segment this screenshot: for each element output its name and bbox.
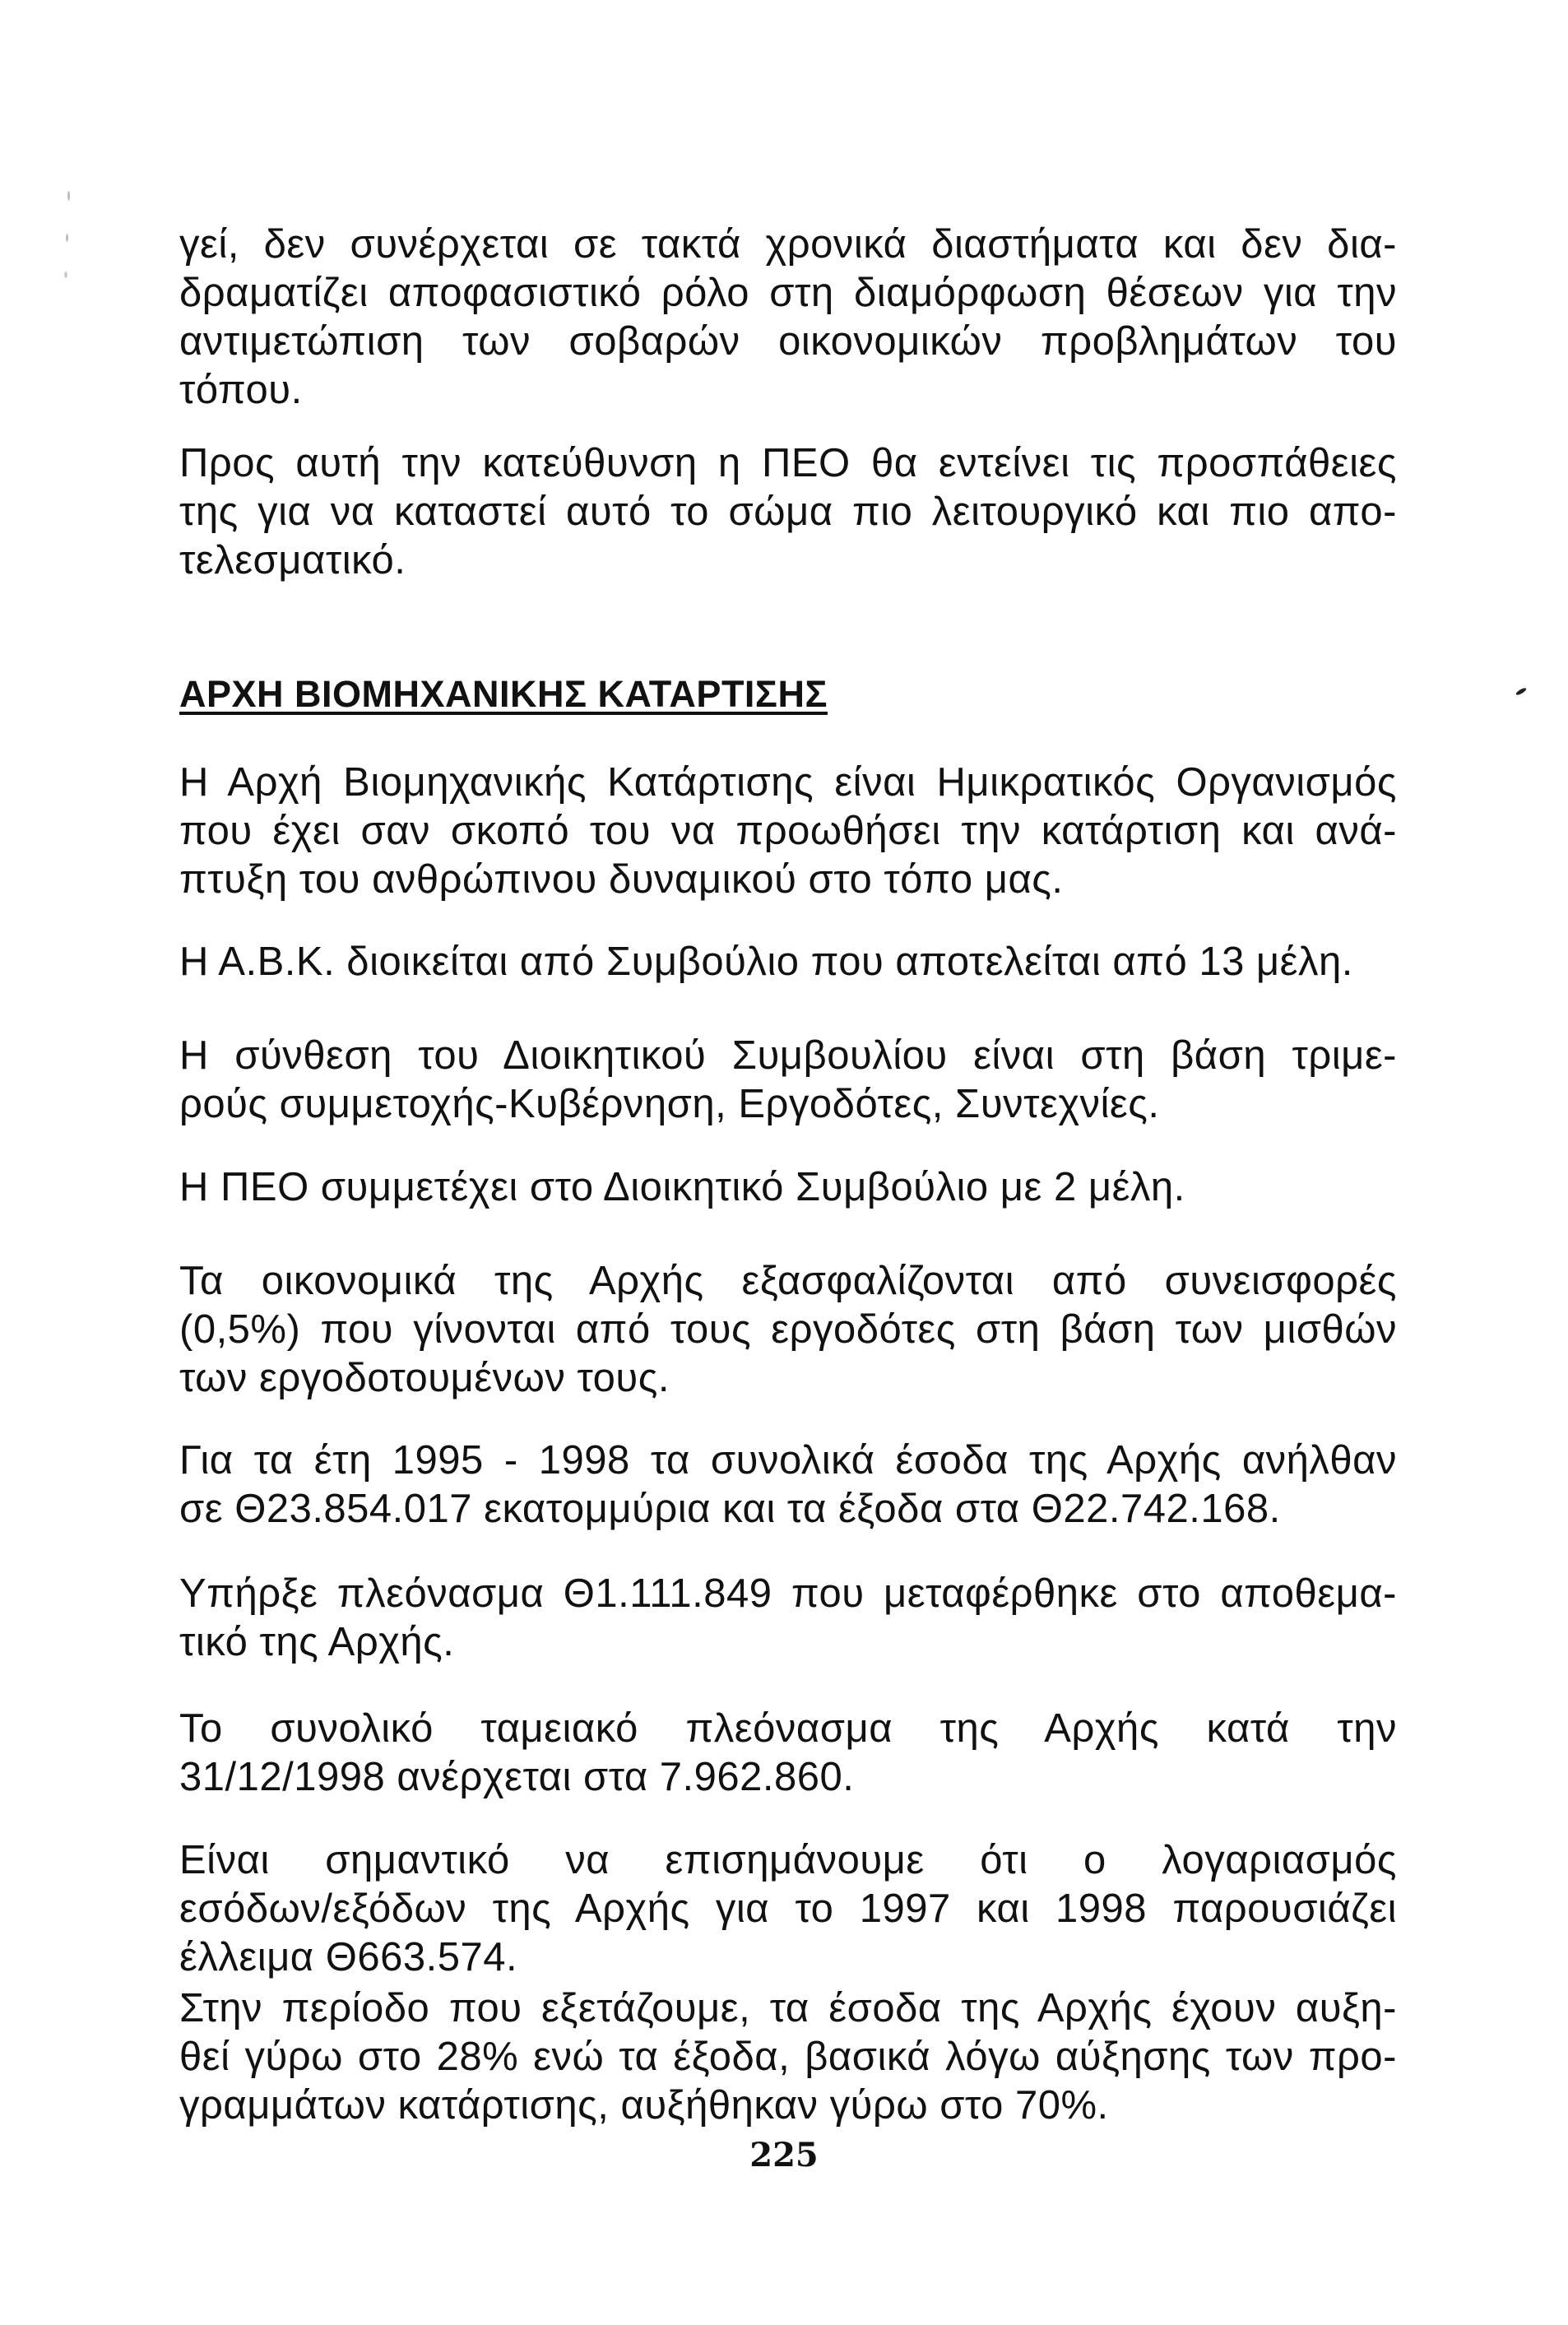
paragraph: [179, 759, 1397, 904]
paragraph: [179, 1984, 1397, 2130]
paragraph: [179, 439, 1397, 585]
text-line: Η σύνθεση του Διοικητικού Συμβουλίου είναι στη βάση τριμε-: [179, 1033, 1397, 1078]
text-line: δραματίζει αποφασιστικό ρόλο στη διαμόρφωση θέσεων για την: [179, 271, 1397, 315]
text-line: αντιμετώπιση των σοβαρών οικονομικών προβλημάτων του: [179, 319, 1397, 364]
text-line: πτυξη του ανθρώπινου δυναμικού στο τόπο μας.: [179, 857, 1064, 902]
text-line: εσόδων/εξόδων της Αρχής για το 1997 και 1998 παρουσιάζει: [179, 1886, 1397, 1931]
text-line: Η ΠΕΟ συμμετέχει στο Διοικητικό Συμβούλιο με 2 μέλη.: [179, 1165, 1185, 1209]
paragraph: [179, 220, 1397, 415]
text-line: θεί γύρω στο 28% ενώ τα έξοδα, βασικά λόγω αύξησης των προ-: [179, 2035, 1397, 2079]
text-line: τελεσματικό.: [179, 538, 406, 582]
text-line: Η Α.Β.Κ. διοικείται από Συμβούλιο που αποτελείται από 13 μέλη.: [179, 940, 1353, 984]
text-line: που έχει σαν σκοπό του να προωθήσει την κατάρτιση και ανά-: [179, 809, 1397, 853]
paragraph: [179, 1436, 1397, 1534]
text-line: 31/12/1998 ανέρχεται στα 7.962.860.: [179, 1755, 855, 1799]
text-line: των εργοδοτουμένων τους.: [179, 1356, 670, 1400]
text-line: γραμμάτων κατάρτισης, αυξήθηκαν γύρω στο 70%.: [179, 2083, 1109, 2128]
text-line: Τα οικονομικά της Αρχής εξασφαλίζονται από συνεισφορές: [179, 1259, 1397, 1303]
paragraph: [179, 1705, 1397, 1802]
text-line: ρούς συμμετοχής-Κυβέρνηση, Εργοδότες, Συντεχνίες.: [179, 1082, 1160, 1126]
text-line: έλλειμα Θ663.574.: [179, 1935, 518, 1979]
text-line: γεί, δεν συνέρχεται σε τακτά χρονικά διαστήματα και δεν δια-: [179, 222, 1397, 267]
paragraph: [179, 1163, 1397, 1212]
paragraph: [179, 1836, 1397, 1982]
scan-artifact: [64, 271, 67, 278]
page-number: 225: [749, 2136, 819, 2174]
text-line: Είναι σημαντικό να επισημάνουμε ότι ο λογαριασμός: [179, 1838, 1397, 1882]
text-line: της για να καταστεί αυτό το σώμα πιο λειτουργικό και πιο απο-: [179, 490, 1397, 534]
text-line: τικό της Αρχής.: [179, 1620, 455, 1664]
text-line: Για τα έτη 1995 - 1998 τα συνολικά έσοδα της Αρχής ανήλθαν: [179, 1438, 1397, 1483]
text-line: τόπου.: [179, 368, 303, 412]
text-line: Προς αυτή την κατεύθυνση η ΠΕΟ θα εντείνει τις προσπάθειες: [179, 441, 1397, 485]
text-line: σε Θ23.854.017 εκατομμύρια και τα έξοδα στα Θ22.742.168.: [179, 1487, 1281, 1531]
text-line: Το συνολικό ταμειακό πλεόνασμα της Αρχής κατά την: [179, 1706, 1397, 1751]
text-line: Στην περίοδο που εξετάζουμε, τα έσοδα της Αρχής έχουν αυξη-: [179, 1986, 1397, 2030]
scan-artifact: [67, 191, 70, 201]
paragraph: [179, 1032, 1397, 1129]
paragraph: [179, 1570, 1397, 1667]
scan-artifact: [1515, 687, 1528, 696]
section-heading: ΑΡΧΗ ΒΙΟΜΗΧΑΝΙΚΗΣ ΚΑΤΑΡΤΙΣΗΣ: [179, 673, 828, 715]
scan-artifact: [66, 234, 68, 242]
paragraph: [179, 938, 1397, 986]
text-line: Η Αρχή Βιομηχανικής Κατάρτισης είναι Ημικρατικός Οργανισμός: [179, 760, 1397, 805]
paragraph: [179, 1257, 1397, 1403]
text-line: (0,5%) που γίνονται από τους εργοδότες στη βάση των μισθών: [179, 1307, 1397, 1352]
text-line: Υπήρξε πλεόνασμα Θ1.111.849 που μεταφέρθηκε στο αποθεμα-: [179, 1571, 1397, 1616]
